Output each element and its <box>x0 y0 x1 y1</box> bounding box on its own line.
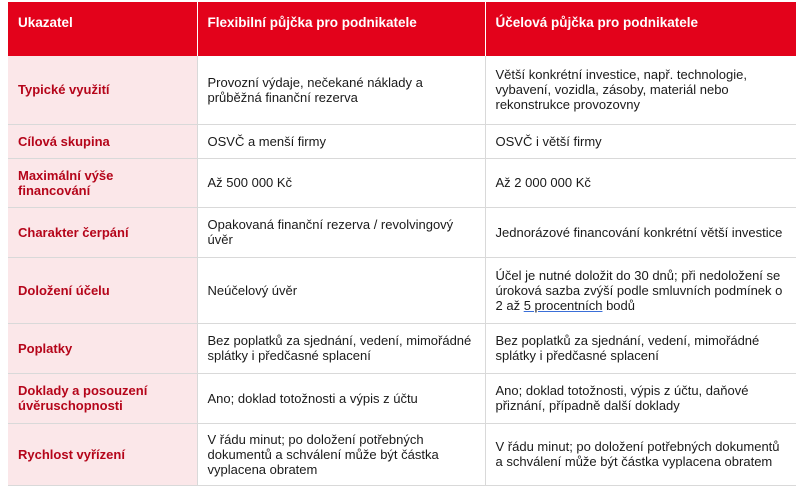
cell-flexible: Opakovaná finanční rezerva / revolvingový úvěr <box>197 207 485 257</box>
table-row <box>8 423 796 485</box>
cell-purpose: OSVČ i větší firmy <box>485 124 796 158</box>
cell-purpose: Až 2 000 000 Kč <box>485 158 796 207</box>
table-header-row <box>8 2 796 56</box>
cell-purpose <box>485 257 796 323</box>
cell-purpose: V řádu minut; po doložení potřebných dokumentů a schválení může být částka vyplacena obratem <box>485 423 796 485</box>
cell-flexible: Bez poplatků za sjednání, vedení, mimořádné splátky i předčasné splacení <box>197 323 485 373</box>
underlined-term: 5 procentních <box>523 297 603 313</box>
comparison-table <box>8 2 796 486</box>
cell-purpose-text: Účel je nutné doložit do 30 dnů; při nedoložení se úroková sazba zvýší podle smluvních podmínek o 2 až <box>495 267 783 313</box>
row-label: Rychlost vyřízení <box>8 423 197 485</box>
row-label: Maximální výše financování <box>8 158 197 207</box>
row-label: Cílová skupina <box>8 124 197 158</box>
table-row <box>8 56 796 124</box>
row-label: Doklady a posouzení úvěruschopnosti <box>8 373 197 423</box>
row-label: Poplatky <box>8 323 197 373</box>
table-row <box>8 207 796 257</box>
header-flexible-loan: Flexibilní půjčka pro podnikatele <box>197 2 485 56</box>
cell-flexible: OSVČ a menší firmy <box>197 124 485 158</box>
header-indicator: Ukazatel <box>8 2 197 56</box>
cell-flexible: Ano; doklad totožnosti a výpis z účtu <box>197 373 485 423</box>
cell-purpose: Jednorázové financování konkrétní větší investice <box>485 207 796 257</box>
row-label: Doložení účelu <box>8 257 197 323</box>
table-row <box>8 373 796 423</box>
row-label: Typické využití <box>8 56 197 124</box>
table-row <box>8 158 796 207</box>
table-row <box>8 257 796 323</box>
row-label: Charakter čerpání <box>8 207 197 257</box>
table-row <box>8 323 796 373</box>
cell-purpose: Ano; doklad totožnosti, výpis z účtu, daňové přiznání, případně další doklady <box>485 373 796 423</box>
cell-flexible: Provozní výdaje, nečekané náklady a průběžná finanční rezerva <box>197 56 485 124</box>
cell-purpose: Bez poplatků za sjednání, vedení, mimořádné splátky i předčasné splacení <box>485 323 796 373</box>
cell-flexible: Neúčelový úvěr <box>197 257 485 323</box>
cell-purpose: Větší konkrétní investice, např. technologie, vybavení, vozidla, zásoby, materiál nebo rekonstrukce provozovny <box>485 56 796 124</box>
cell-flexible: Až 500 000 Kč <box>197 158 485 207</box>
cell-flexible: V řádu minut; po doložení potřebných dokumentů a schválení může být částka vyplacena obratem <box>197 423 485 485</box>
table-row <box>8 124 796 158</box>
header-purpose-loan: Účelová půjčka pro podnikatele <box>485 2 796 56</box>
cell-purpose-tail: bodů <box>602 297 636 313</box>
